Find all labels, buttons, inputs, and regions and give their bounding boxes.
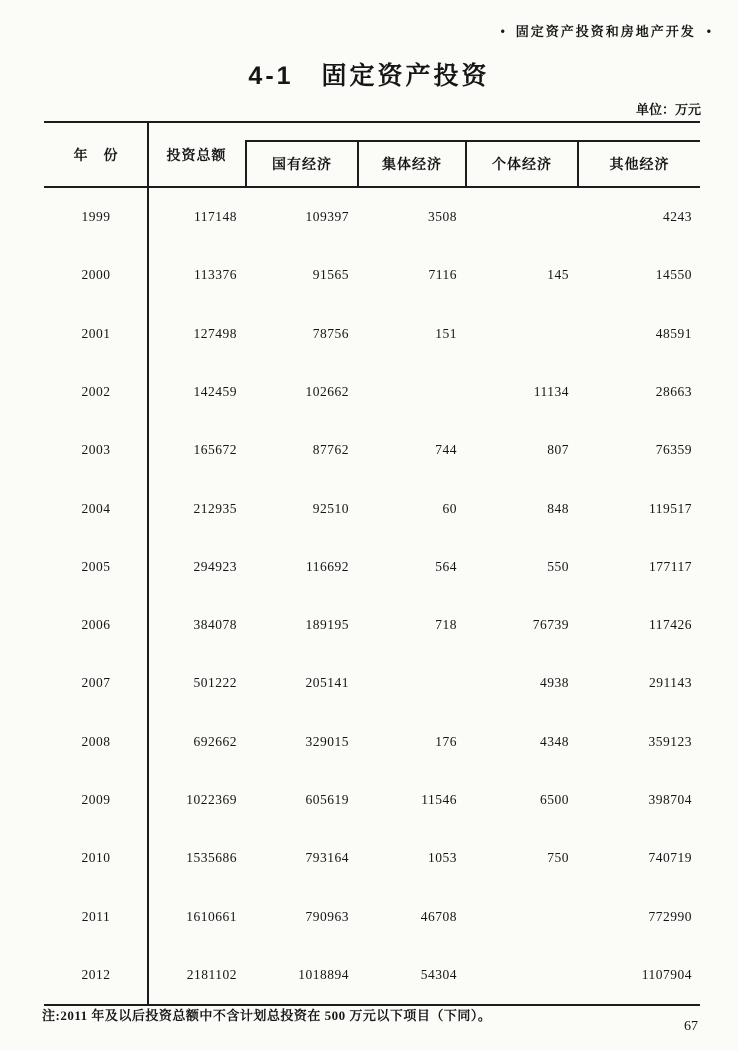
cell-state-owned: 87762	[312, 442, 349, 458]
table-row	[44, 538, 700, 596]
year-column-divider	[147, 121, 149, 1006]
cell-other: 14550	[655, 267, 692, 283]
column-header-individual: 个体经济	[467, 142, 579, 186]
cell-year: 2009	[81, 791, 111, 807]
cell-year: 1999	[81, 209, 111, 225]
table-row	[44, 946, 700, 1004]
cell-state-owned: 116692	[306, 558, 349, 574]
cell-total-investment: 142459	[193, 383, 237, 399]
cell-state-owned: 92510	[312, 500, 349, 516]
cell-state-owned: 790963	[305, 908, 349, 924]
table-row	[44, 188, 700, 246]
cell-collective: 54304	[420, 966, 457, 982]
cell-state-owned: 329015	[305, 733, 349, 749]
cell-total-investment: 212935	[193, 500, 237, 516]
cell-year: 2007	[81, 675, 111, 691]
table-body	[44, 188, 700, 1006]
table-row	[44, 829, 700, 887]
table-row	[44, 771, 700, 829]
cell-other: 76359	[655, 442, 692, 458]
cell-year: 2002	[81, 383, 111, 399]
cell-total-investment: 692662	[193, 733, 237, 749]
cell-state-owned: 205141	[305, 675, 349, 691]
column-header-other: 其他经济	[609, 156, 670, 172]
table-row	[44, 479, 700, 537]
cell-other: 117426	[649, 617, 692, 633]
cell-state-owned: 102662	[305, 383, 349, 399]
cell-other: 1107904	[641, 966, 692, 982]
cell-year: 2003	[81, 442, 111, 458]
cell-other: 291143	[649, 675, 692, 691]
cell-total-investment: 501222	[193, 675, 237, 691]
cell-collective: 60	[442, 500, 457, 516]
cell-other: 28663	[655, 383, 692, 399]
cell-total-investment: 2181102	[186, 966, 237, 982]
cell-state-owned: 109397	[305, 209, 349, 225]
cell-individual: 76739	[532, 617, 569, 633]
cell-other: 177117	[649, 558, 692, 574]
cell-other: 359123	[648, 733, 692, 749]
cell-year: 2005	[81, 558, 111, 574]
cell-total-investment: 384078	[193, 617, 237, 633]
table-row	[44, 421, 700, 479]
cell-individual: 848	[547, 500, 569, 516]
cell-state-owned: 605619	[305, 791, 349, 807]
cell-collective: 151	[435, 325, 457, 341]
cell-other: 4243	[663, 209, 692, 225]
cell-individual: 550	[547, 558, 569, 574]
running-head-text: 固定资产投资和房地产开发	[515, 24, 696, 39]
cell-year: 2001	[81, 325, 111, 341]
cell-collective: 46708	[420, 908, 457, 924]
table-row	[44, 887, 700, 945]
cell-total-investment: 1610661	[186, 908, 237, 924]
column-header-collective: 集体经济	[359, 142, 467, 186]
page-number: 67	[684, 1019, 698, 1034]
cell-other: 740719	[648, 850, 692, 866]
table-row	[44, 713, 700, 771]
table-row	[44, 363, 700, 421]
cell-total-investment: 294923	[193, 558, 237, 574]
cell-other: 119517	[649, 500, 692, 516]
cell-individual: 6500	[540, 791, 569, 807]
unit-label: 单位：万元	[635, 102, 701, 117]
column-header-total-investment: 投资总额	[166, 146, 227, 163]
cell-total-investment: 1022369	[186, 791, 237, 807]
cell-year: 2010	[81, 850, 111, 866]
cell-year: 2008	[81, 733, 111, 749]
column-header-state-owned: 国有经济	[247, 142, 359, 186]
cell-total-investment: 117148	[194, 209, 237, 225]
cell-year: 2011	[81, 908, 111, 924]
cell-individual: 807	[547, 442, 569, 458]
cell-year: 2006	[81, 617, 111, 633]
cell-collective: 564	[435, 558, 457, 574]
cell-individual: 4348	[540, 733, 569, 749]
cell-state-owned: 1018894	[298, 966, 349, 982]
cell-other: 772990	[648, 908, 692, 924]
cell-other: 48591	[655, 325, 692, 341]
bullet-right-icon: •	[706, 23, 711, 38]
table-header	[44, 121, 700, 188]
cell-collective: 11546	[421, 791, 457, 807]
cell-collective: 7116	[428, 267, 457, 283]
cell-collective: 3508	[428, 209, 457, 225]
cell-collective: 1053	[428, 850, 457, 866]
cell-collective: 744	[435, 442, 457, 458]
cell-year: 2004	[81, 500, 111, 516]
cell-state-owned: 91565	[312, 267, 349, 283]
running-head	[501, 21, 711, 40]
cell-individual: 750	[547, 850, 569, 866]
cell-state-owned: 793164	[305, 850, 349, 866]
cell-individual: 11134	[533, 383, 569, 399]
cell-state-owned: 78756	[312, 325, 349, 341]
table-row	[44, 246, 700, 304]
bullet-left-icon: •	[500, 23, 505, 38]
cell-other: 398704	[648, 791, 692, 807]
page-title: 4-1 固定资产投资	[248, 62, 490, 90]
cell-individual: 145	[547, 267, 569, 283]
cell-total-investment: 165672	[193, 442, 237, 458]
investment-table	[44, 121, 700, 1006]
cell-year: 2000	[81, 267, 111, 283]
cell-individual: 4938	[540, 675, 569, 691]
cell-total-investment: 1535686	[186, 850, 237, 866]
cell-collective: 718	[435, 617, 457, 633]
cell-total-investment: 113376	[194, 267, 237, 283]
table-row	[44, 654, 700, 712]
cell-total-investment: 127498	[193, 325, 237, 341]
footnote: 注:2011 年及以后投资总额中不含计划总投资在 500 万元以下项目（下同）。	[42, 1008, 492, 1023]
cell-collective: 176	[435, 733, 457, 749]
cell-year: 2012	[81, 966, 111, 982]
table-row	[44, 596, 700, 654]
table-row	[44, 305, 700, 363]
cell-state-owned: 189195	[305, 617, 349, 633]
economy-subcolumns-box	[245, 140, 700, 186]
column-header-year: 年 份	[73, 146, 119, 163]
